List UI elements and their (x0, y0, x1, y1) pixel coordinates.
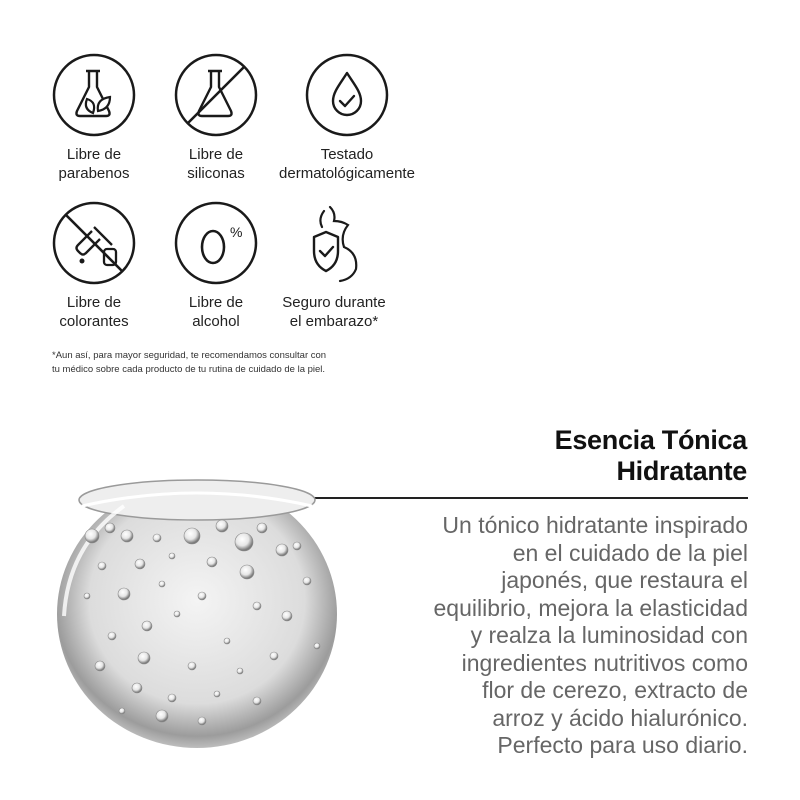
zero-percent-icon (174, 201, 258, 285)
badge-paraben-free (29, 53, 159, 183)
badge-label: Seguro durante el embarazo* (282, 294, 386, 330)
badge-silicone-free (151, 53, 281, 183)
drop-check-icon (305, 53, 389, 137)
badge-label: Libre de parabenos (58, 146, 130, 182)
badge-label: Libre de siliconas (187, 146, 245, 182)
badge-label: Testado dermatológicamente (279, 146, 415, 182)
badge-colorant-free (29, 201, 159, 331)
flask-leaf-icon (52, 53, 136, 137)
badge-pregnancy-safe (267, 201, 401, 331)
pregnant-shield-icon (292, 201, 376, 285)
badge-label: Libre de alcohol (188, 294, 244, 330)
product-title: Esencia Tónica Hidratante (554, 425, 747, 486)
svg-text:%: % (230, 224, 243, 240)
badge-dermatologically-tested (277, 53, 417, 183)
dropper-crossed-icon (52, 201, 136, 285)
safety-disclaimer: *Aun así, para mayor seguridad, te recomendamos consultar con tu médico sobre cada producto de tu rutina de cuidado de la piel. (52, 350, 327, 375)
product-description: Un tónico hidratante inspirado en el cuidado de la piel japonés, que restaura el equilibrio, mejora la elasticidad y realza la luminosidad con ingredientes nutritivos como flor de cerezo, extracto de arroz y ácido hialurónico. Perfecto para uso diario. (433, 512, 748, 758)
badge-label: Libre de colorantes (59, 294, 129, 330)
badge-alcohol-free (151, 201, 281, 331)
gel-drop-image (52, 466, 342, 751)
flask-crossed-icon (174, 53, 258, 137)
